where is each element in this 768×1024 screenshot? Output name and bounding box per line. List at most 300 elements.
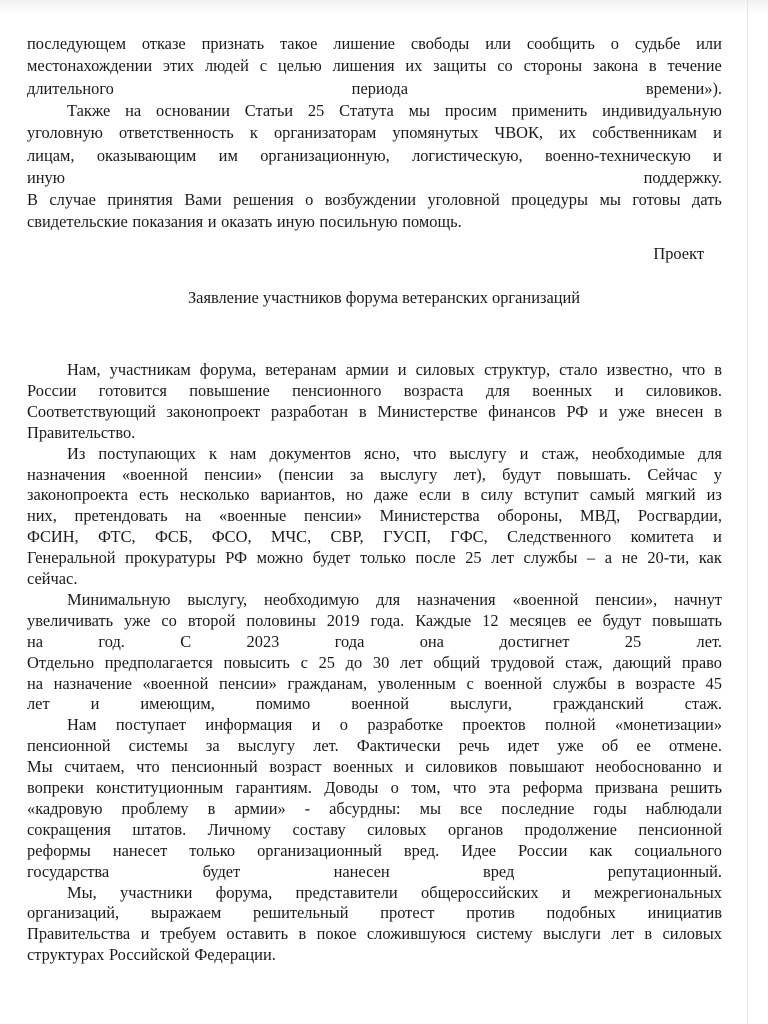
word: ГУСП, [382, 527, 431, 547]
word: только [189, 840, 236, 860]
word: идет [507, 736, 540, 756]
text-line [27, 778, 722, 798]
word: и [713, 145, 722, 165]
word: Следственного [507, 527, 612, 547]
word: применить [511, 100, 588, 120]
text-line [67, 715, 722, 735]
text-line [27, 190, 722, 210]
word: том, [411, 778, 441, 797]
text-line [27, 548, 722, 568]
word: и [713, 757, 722, 777]
word: что [681, 360, 706, 379]
word: внесен [655, 401, 704, 421]
word: общероссийских [421, 882, 539, 902]
word: их [559, 123, 577, 143]
word: только [360, 548, 406, 568]
word: ЧВОК, [494, 123, 543, 143]
word: организаций, [27, 903, 120, 923]
word: можно [256, 548, 304, 568]
word: предполагается [104, 652, 213, 672]
word: увеличивать [27, 610, 114, 630]
word: такое [279, 34, 318, 53]
word: как [589, 840, 613, 860]
word: эта [488, 778, 511, 797]
word: в [644, 924, 653, 944]
word: прокуратуры [125, 548, 216, 568]
word: уголовную [27, 123, 103, 143]
word: месяцев [509, 610, 567, 630]
word: вред [483, 861, 515, 881]
word: силовиков. [645, 380, 722, 400]
text-line [27, 506, 722, 526]
word: структурах [27, 945, 105, 965]
word: этих [162, 56, 195, 76]
word: и [561, 882, 571, 902]
word: выслугу [449, 443, 507, 463]
text-line [67, 444, 722, 464]
word: свидетельские [27, 212, 128, 232]
word: обороны, [497, 506, 563, 526]
word: системы [128, 736, 188, 756]
word: РФ [566, 401, 589, 421]
word: России [27, 380, 77, 400]
word: случае [49, 190, 96, 210]
text-line [27, 168, 722, 188]
word: упомянутых [392, 123, 479, 143]
word: выслуги, [449, 694, 512, 714]
word: назначения [417, 589, 496, 609]
text-line [27, 56, 722, 76]
text-line [67, 883, 722, 903]
word: лет [491, 548, 514, 568]
word: начнут [674, 589, 722, 609]
word: силовых [662, 924, 722, 944]
text-line [67, 360, 722, 380]
word: ответственность [118, 123, 234, 143]
word: поддержку. [643, 167, 722, 187]
word: силу [480, 485, 513, 505]
word: организационную, [260, 145, 390, 165]
word: ГФС, [450, 527, 488, 547]
word: – [586, 548, 596, 568]
word: ФСО, [211, 527, 252, 547]
word: систему [476, 924, 533, 944]
word: пенсионной [27, 736, 111, 756]
text-line [27, 903, 722, 923]
word: ветеранам [265, 360, 337, 379]
document-title: Заявление участников форума ветеранских организаций [187, 288, 581, 307]
word: форума, [215, 882, 273, 902]
word: сейчас. [27, 569, 78, 588]
word: реформы [27, 840, 91, 860]
word: необходимые [591, 443, 685, 463]
word: продолжение [524, 819, 617, 839]
word: Министерства [379, 506, 480, 526]
word: назначение [53, 673, 132, 693]
word: общий [433, 652, 481, 672]
word: армии» [234, 798, 286, 818]
word: трудовой [490, 652, 555, 672]
word: и [397, 360, 407, 379]
word: проектов [462, 715, 526, 735]
word: организационный [257, 840, 382, 860]
word: подобных [546, 903, 616, 923]
word: Федерации. [194, 945, 276, 965]
word: что [136, 757, 160, 777]
word: мы [419, 798, 441, 818]
word: «монетизации» [614, 715, 722, 735]
word: или [485, 34, 511, 53]
word: о [305, 190, 314, 210]
word: Генеральной [27, 548, 116, 568]
word: повышать [652, 610, 722, 630]
text-line [27, 674, 722, 694]
word: повышать. [557, 464, 632, 484]
word: финансов [488, 401, 556, 421]
word: службы [552, 673, 607, 693]
word: сообщить [526, 34, 595, 53]
text-line [27, 653, 722, 673]
word: мягкий [645, 485, 696, 505]
word: выражаем [150, 903, 222, 923]
word: речь [458, 736, 490, 756]
text-line [27, 569, 722, 589]
word: Правительства [27, 924, 131, 944]
word: 25 [307, 100, 325, 120]
word: уже [557, 736, 584, 756]
draft-label: Проект [653, 244, 704, 263]
word: службы [523, 548, 578, 568]
word: военных [532, 380, 593, 400]
word: Вами [184, 190, 222, 210]
word: реформа [522, 778, 583, 797]
word: не [621, 548, 638, 568]
word: информация [205, 715, 293, 735]
word: ясно, [364, 443, 400, 463]
word: участники [120, 882, 193, 902]
word: социального [634, 840, 722, 860]
word: со [161, 610, 177, 630]
word: «кадровую [27, 798, 103, 818]
word: будут [502, 464, 541, 484]
text-line [27, 945, 722, 965]
word: лет. [313, 736, 339, 756]
word: самый [589, 485, 635, 505]
word: лет [611, 924, 634, 944]
word: собственникам [592, 123, 698, 143]
word: против [466, 903, 515, 923]
text-line [27, 123, 722, 143]
word: из [706, 485, 722, 505]
word: возраст [269, 757, 322, 777]
word: 30 [372, 652, 390, 672]
word: отмене. [669, 736, 722, 756]
word: основании [155, 100, 230, 120]
word: право [681, 652, 722, 672]
word: к [249, 123, 258, 143]
word: военной [484, 673, 543, 693]
word: индивидуальную [602, 100, 722, 120]
word: принятия [107, 190, 173, 210]
word: на [27, 673, 44, 693]
word: дать [692, 190, 722, 210]
word: в [298, 924, 307, 944]
word: есть [139, 485, 169, 505]
word: о [339, 715, 348, 735]
word: Статута [339, 100, 394, 120]
word: как [698, 548, 722, 568]
word: в [461, 485, 470, 505]
word: репутационный. [607, 861, 722, 881]
word: даже [374, 485, 409, 505]
text-line [67, 590, 722, 610]
word: уже [124, 610, 151, 630]
word: стороны [523, 56, 583, 76]
word: в [358, 401, 367, 421]
text-line [27, 924, 722, 944]
word: годы [593, 798, 627, 818]
word: возбуждении [324, 190, 416, 210]
word: разработке [367, 715, 444, 735]
text-line [27, 465, 722, 485]
word: Также [67, 100, 111, 120]
word: пенсионного [292, 380, 382, 400]
word: лишение [333, 34, 395, 53]
word: на [27, 631, 44, 651]
word: повышение [189, 380, 270, 400]
word: о [610, 34, 619, 53]
word: что [452, 778, 477, 797]
word: силовиков [425, 757, 498, 777]
word: вред. [403, 840, 440, 860]
word: считаем, [64, 757, 125, 777]
word: армии [345, 360, 389, 379]
word: военно-техническую [544, 145, 691, 165]
word: на [185, 506, 202, 526]
word: ее [577, 610, 592, 630]
word: к [209, 443, 217, 463]
text-line [27, 736, 722, 756]
word: и [713, 123, 722, 143]
word: поступает [115, 715, 187, 735]
word: свободы [410, 34, 470, 53]
text-line [27, 820, 722, 840]
word: людей [204, 56, 249, 76]
word: в [714, 401, 722, 421]
word: у [713, 464, 722, 484]
word: Росгвардии, [637, 506, 722, 526]
word: лет [27, 694, 50, 714]
word: требуем [159, 924, 216, 944]
word: все [459, 798, 483, 818]
word: России [517, 840, 568, 860]
text-line [27, 34, 722, 54]
word: посильную [319, 212, 398, 232]
word: государства [27, 861, 110, 881]
word: «военной [142, 673, 209, 693]
word: пенсии» [219, 673, 277, 693]
word: или [696, 34, 722, 53]
word: второй [187, 610, 236, 630]
word: если [419, 485, 451, 505]
word: им [218, 145, 238, 165]
word: законопроект [166, 401, 261, 421]
word: лет [400, 652, 423, 672]
word: стаж, [541, 443, 579, 463]
word: за [349, 464, 364, 484]
word: нанесет [112, 840, 168, 860]
word: органов [447, 819, 504, 839]
word: дающий [613, 652, 672, 672]
word: структур, [484, 360, 551, 379]
word: пенсионной [638, 819, 722, 839]
word: Нам [67, 715, 97, 735]
word: течение [667, 56, 722, 76]
word: пенсии» [204, 464, 263, 484]
word: сложившуюся [366, 924, 466, 944]
word: покое [316, 924, 357, 944]
word: (пенсии [278, 464, 334, 484]
word: и [599, 401, 608, 421]
word: стаж. [684, 694, 722, 714]
word: возраста [403, 380, 464, 400]
word: «военной [512, 589, 579, 609]
word: и [404, 757, 414, 777]
word: разработан [270, 401, 349, 421]
text-line [27, 694, 722, 714]
word: со [497, 56, 513, 76]
word: наблюдали [645, 798, 722, 818]
page-edge-line [747, 0, 748, 1024]
word: пенсии» [304, 506, 362, 526]
word: Правительство. [27, 422, 136, 442]
text-line [27, 799, 722, 819]
word: решительный [253, 903, 349, 923]
word: абсурдны: [329, 798, 401, 818]
word: уголовной [427, 190, 500, 210]
word: будут [602, 610, 642, 630]
word: ФСБ, [154, 527, 193, 547]
word: Фактически [356, 736, 441, 756]
word: стаж, [565, 652, 603, 672]
text-line [27, 146, 722, 166]
word: 12 [482, 610, 499, 630]
word: Статьи [244, 100, 294, 120]
word: последующем [27, 34, 126, 53]
word: выслугу [379, 464, 438, 484]
word: известно, [606, 360, 673, 379]
word: для [697, 443, 722, 463]
word: Минимальную [67, 589, 171, 609]
word: военной [351, 694, 409, 714]
word: необходимую [264, 589, 360, 609]
word: отказе [141, 34, 186, 53]
text-line [67, 101, 722, 121]
word: РФ [225, 548, 248, 568]
word: до [345, 652, 363, 672]
word: военных [333, 757, 394, 777]
word: закона [592, 56, 639, 76]
word: 2023 [246, 631, 280, 651]
word: процедуры [511, 190, 589, 210]
word: последние [501, 798, 575, 818]
word: комитета [630, 527, 694, 547]
word: она [419, 631, 444, 651]
word: и [519, 443, 529, 463]
word: мы [599, 190, 621, 210]
word: 25 [318, 652, 335, 672]
word: полной [544, 715, 596, 735]
word: показания [132, 212, 204, 232]
word: просим [444, 100, 497, 120]
word: и [614, 380, 624, 400]
word: составу [292, 819, 346, 839]
word: них, [27, 506, 57, 526]
word: что [412, 443, 437, 463]
text-line [27, 632, 722, 652]
word: лет. [696, 631, 722, 651]
word: С [180, 631, 192, 651]
word: МВД, [580, 506, 621, 526]
word: участникам [109, 360, 191, 379]
text-line [27, 485, 722, 505]
word: Личному [207, 819, 272, 839]
word: признать [201, 34, 265, 53]
word: вступит [523, 485, 579, 505]
word: половины [246, 610, 316, 630]
word: об [601, 736, 619, 756]
word: логистическую, [412, 145, 523, 165]
word: законопроекта [27, 485, 129, 505]
scan-top-shading [0, 0, 768, 14]
text-line [27, 527, 722, 547]
word: иную [27, 167, 65, 187]
word: 2019 [326, 610, 360, 630]
word: года. [370, 610, 405, 630]
word: помимо [255, 694, 311, 714]
word: проблему [121, 798, 189, 818]
word: и [90, 694, 100, 714]
word: года [334, 631, 365, 651]
word: судьбе [634, 34, 681, 53]
word: повышают [509, 757, 584, 777]
word: мы [408, 100, 431, 120]
word: выслугу, [187, 589, 248, 609]
word: СВР, [330, 527, 364, 547]
text-line [27, 423, 722, 443]
word: несколько [179, 485, 250, 505]
text-line [27, 757, 722, 777]
word: «военной [121, 464, 188, 484]
word: решения [233, 190, 294, 210]
word: для [485, 380, 510, 400]
word: готовится [98, 380, 167, 400]
word: призвана [595, 778, 659, 797]
word: после [415, 548, 456, 568]
word: межрегиональных [594, 882, 722, 902]
word: длительного [27, 78, 114, 98]
word: 25 [465, 548, 482, 568]
word: представители [295, 882, 398, 902]
word: Идее [461, 840, 496, 860]
word: выслуги [542, 924, 601, 944]
word: целью [277, 56, 322, 76]
text-line [27, 212, 722, 232]
word: Из [67, 443, 86, 463]
word: уволенным [377, 673, 456, 693]
word: вариантов, [260, 485, 336, 505]
word: год. [98, 631, 125, 651]
